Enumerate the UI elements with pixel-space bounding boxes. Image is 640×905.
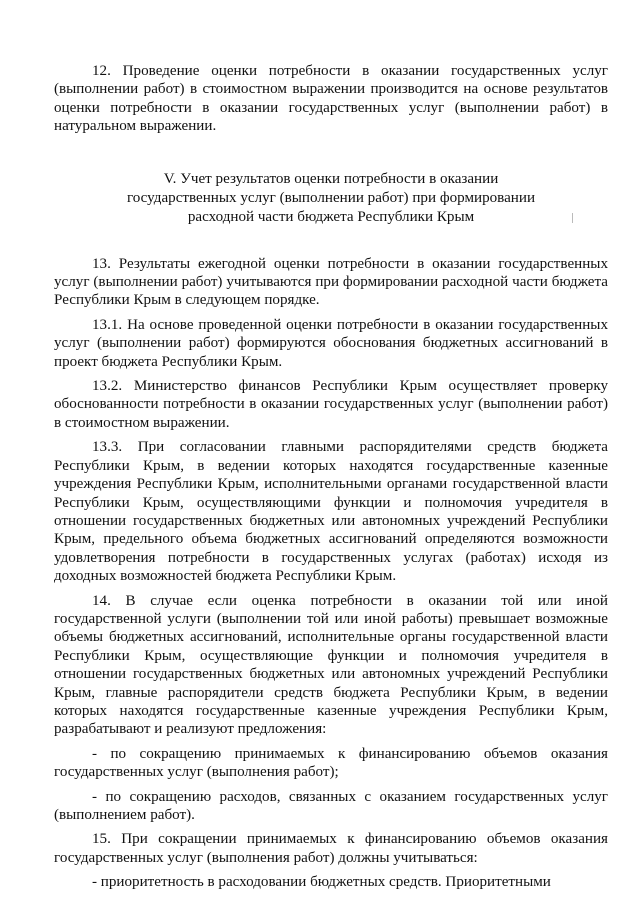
section-heading-line-2: государственных услуг (выполнении работ) при формировании xyxy=(126,189,536,206)
paragraph-13-1: 13.1. На основе проведенной оценки потребности в оказании государственных услуг (выполнении работ) формируются обоснования бюджетных ассигнований в проект бюджета Республики Крым. xyxy=(54,316,608,370)
paragraph-13-2: 13.2. Министерство финансов Республики Крым осуществляет проверку обоснованности потребности в оказании государственных услуг (выполнении работ) в стоимостном выражении. xyxy=(54,378,608,431)
paragraph-13-3: 13.3. При согласовании главными распорядителями средств бюджета Республики Крым, в ведении которых находятся государственные казенные учреждения Республики Крым, исполнительными органами государственной власти Республики Крым, осуществляющими функции и полномочия учредителя в отношении государственных бюджетных или автономных учреждений Республики Крым, предельного объема бюджетных ассигнований определяются возможности удовлетворения потребности в государственных услугах (работах) исходя из доходных возможностей бюджета Республики Крым. xyxy=(54,439,608,585)
paragraph-14: 14. В случае если оценка потребности в оказании той или иной государственной услуги (выполнении той или иной работы) превышает возможные объемы бюджетных ассигнований, исполнительные органы государственной власти Республики Крым, осуществляющие функции и полномочия учредителя в отношении государственных бюджетных или автономных учреждений Республики Крым, главные распорядители средств бюджета Республики Крым, в ведении которых находятся государственные казенные учреждения Республики Крым, разрабатывают и реализуют предложения: xyxy=(54,592,608,738)
paragraph-12: 12. Проведение оценки потребности в оказании государственных услуг (выполнении работ) в стоимостном выражении производится на основе результатов оценки потребности в оказании государственных услуг (выполнении работ) в натуральном выражении. xyxy=(54,63,608,135)
section-heading xyxy=(54,170,608,227)
list-item-priority: - приоритетность в расходовании бюджетных средств. Приоритетными xyxy=(92,874,551,891)
list-item-reduce-volumes: - по сокращению принимаемых к финансированию объемов оказания государственных услуг (выполнения работ); xyxy=(54,745,608,781)
scan-artifact xyxy=(572,213,573,223)
section-heading-line-1: V. Учет результатов оценки потребности в оказании xyxy=(163,170,499,187)
list-item-reduce-costs: - по сокращению расходов, связанных с оказанием государственных услуг (выполнением работ). xyxy=(54,788,608,823)
paragraph-15: 15. При сокращении принимаемых к финансированию объемов оказания государственных услуг (выполнения работ) должны учитываться: xyxy=(54,831,608,866)
document-body xyxy=(54,62,608,898)
paragraph-13: 13. Результаты ежегодной оценки потребности в оказании государственных услуг (выполнении работ) учитываются при формировании расходной части бюджета Республики Крым в следующем порядке. xyxy=(54,255,608,309)
section-heading-line-3: расходной части бюджета Республики Крым xyxy=(187,208,475,225)
